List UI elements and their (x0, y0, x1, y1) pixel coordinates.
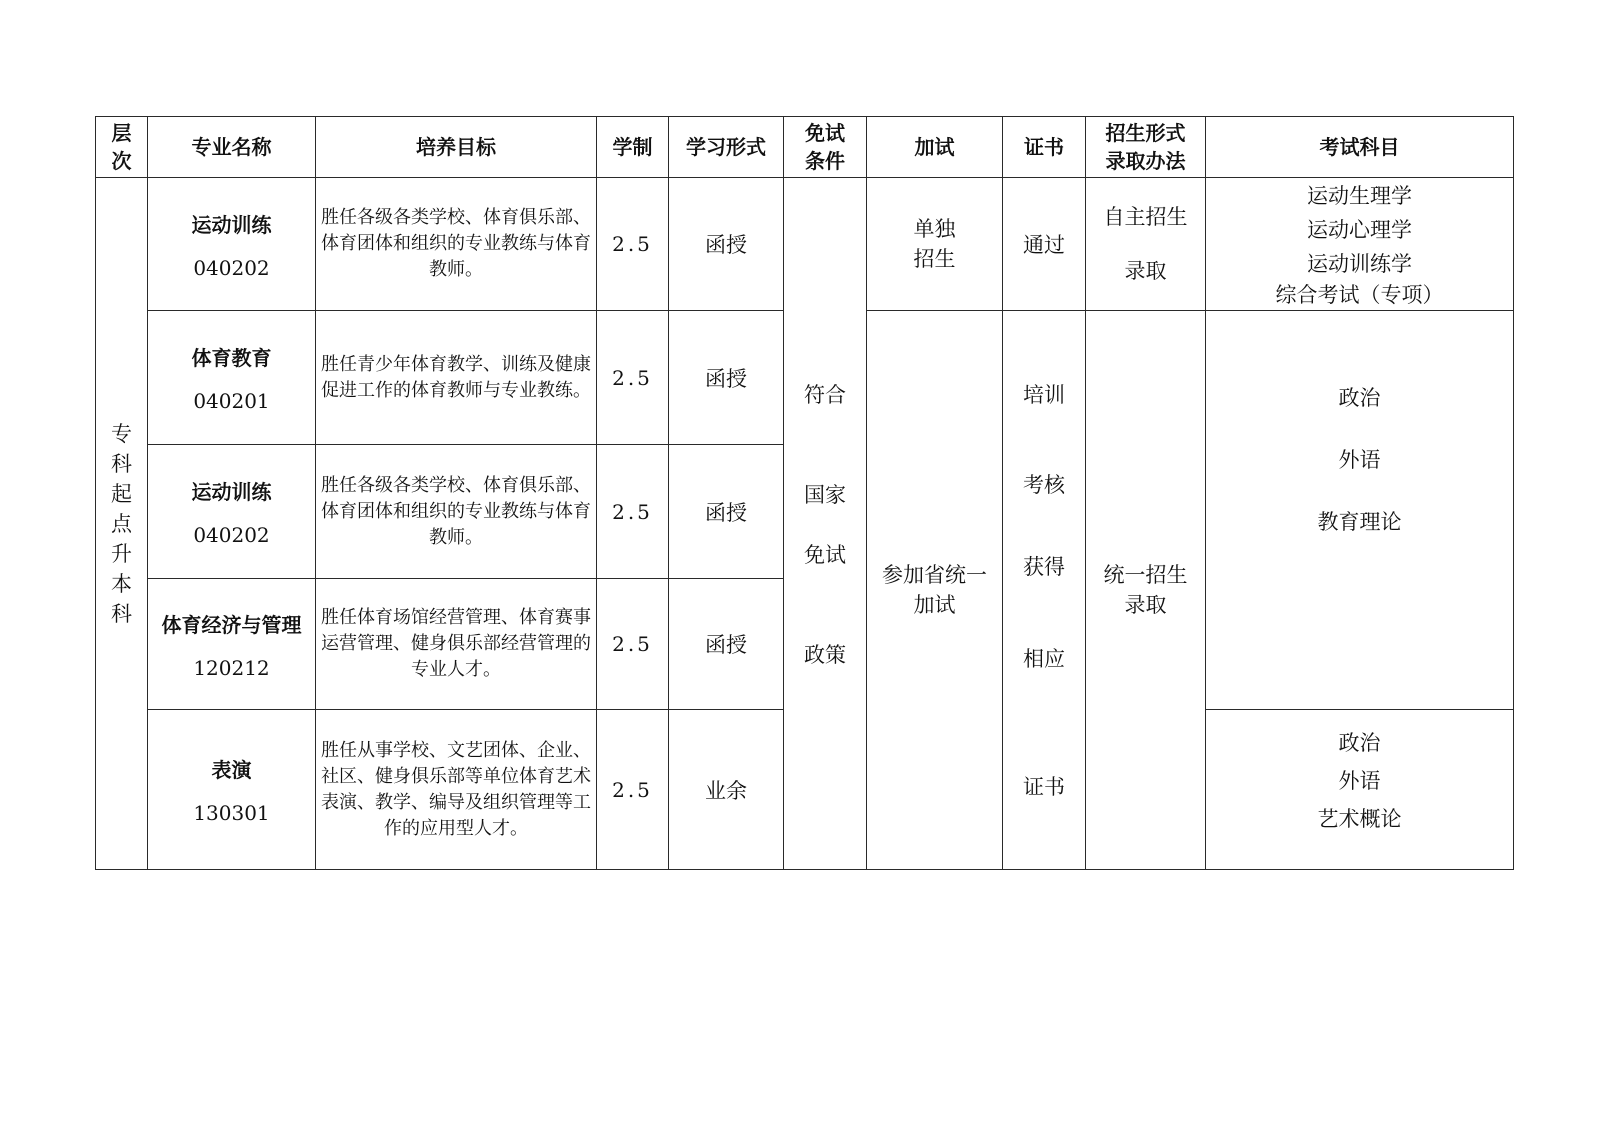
subjects-group3-cell: 政治 外语 艺术概论 (1206, 710, 1514, 870)
level-cell: 专 科 起 点 升 本 科 (96, 178, 148, 870)
years-cell: 2.5 (597, 710, 669, 870)
mode-cell: 函授 (669, 445, 784, 579)
major-code: 040202 (193, 255, 270, 280)
goal-cell: 胜任各级各类学校、体育俱乐部、体育团体和组织的专业教练与体育教师。 (316, 178, 597, 311)
extra-single-cell: 单独 招生 (867, 178, 1003, 311)
major-name: 体育经济与管理 (161, 612, 302, 637)
header-exempt: 免试 条件 (784, 117, 867, 178)
subjects-group2-cell: 政治 外语 教育理论 (1206, 311, 1514, 710)
major-cell (148, 579, 316, 710)
certificate-cell: 培训 考核 获得 相应 证书 (1003, 311, 1086, 870)
recruit-self-cell: 自主招生 录取 (1086, 178, 1206, 311)
major-cell (148, 445, 316, 579)
major-code: 040202 (193, 523, 270, 547)
table-row (96, 178, 1514, 311)
years-cell: 2.5 (597, 579, 669, 710)
header-row (96, 117, 1514, 178)
mode-cell: 函授 (669, 311, 784, 445)
mode-cell: 业余 (669, 710, 784, 870)
goal-cell: 胜任体育场馆经营管理、体育赛事运营管理、健身俱乐部经营管理的专业人才。 (316, 579, 597, 710)
header-major: 专业名称 (148, 117, 316, 178)
mode-cell: 函授 (669, 579, 784, 710)
major-name: 运动训练 (191, 480, 272, 504)
subjects-group1-cell: 运动生理学 运动心理学 运动训练学 综合考试（专项） (1206, 178, 1514, 311)
years-cell: 2.5 (597, 178, 669, 311)
goal-cell: 胜任从事学校、文艺团体、企业、社区、健身俱乐部等单位体育艺术表演、教学、编导及组织管理等工作的应用型人才。 (316, 710, 597, 870)
goal-cell: 胜任各级各类学校、体育俱乐部、体育团体和组织的专业教练与体育教师。 (316, 445, 597, 579)
header-subjects: 考试科目 (1206, 117, 1514, 178)
exempt-cell: 符合 国家 免试 政策 (784, 178, 867, 870)
recruit-unified-cell: 统一招生 录取 (1086, 311, 1206, 870)
major-cell (148, 710, 316, 870)
major-code: 040201 (193, 389, 270, 413)
admission-table (95, 116, 1514, 870)
years-cell: 2.5 (597, 445, 669, 579)
header-years: 学制 (597, 117, 669, 178)
header-level: 层 次 (96, 117, 148, 178)
major-name: 体育教育 (191, 346, 272, 370)
mode-cell: 函授 (669, 178, 784, 311)
major-cell (148, 178, 316, 311)
extra-unified-cell: 参加省统一 加试 (867, 311, 1003, 870)
header-certificate: 证书 (1003, 117, 1086, 178)
major-code: 120212 (193, 655, 270, 680)
header-goal: 培养目标 (316, 117, 597, 178)
major-name: 表演 (211, 758, 252, 782)
header-mode: 学习形式 (669, 117, 784, 178)
major-name: 运动训练 (191, 212, 272, 237)
certificate-pass-cell: 通过 (1003, 178, 1086, 311)
major-cell (148, 311, 316, 445)
header-extra-exam: 加试 (867, 117, 1003, 178)
major-code: 130301 (193, 801, 270, 825)
goal-cell: 胜任青少年体育教学、训练及健康促进工作的体育教师与专业教练。 (316, 311, 597, 445)
years-cell: 2.5 (597, 311, 669, 445)
header-recruit: 招生形式 录取办法 (1086, 117, 1206, 178)
